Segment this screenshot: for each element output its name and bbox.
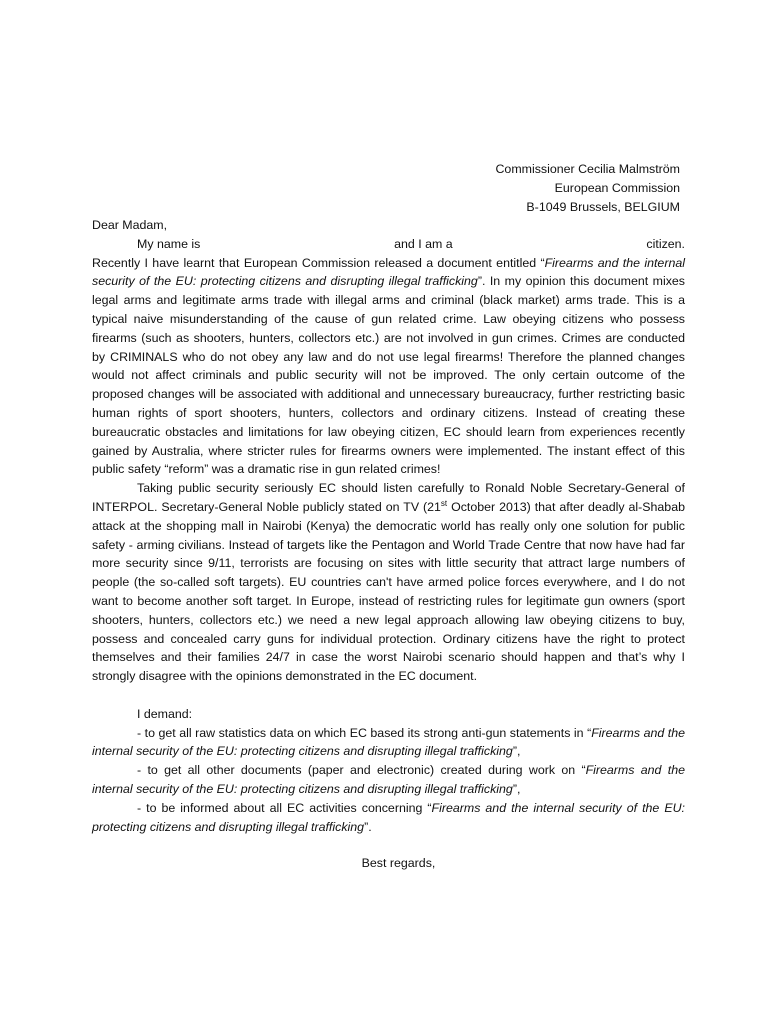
recipient-address (420, 160, 680, 217)
paragraph-2: Taking public security seriously EC should listen carefully to Ronald Noble Secretary-General of INTERPOL. Secretary-General Noble publicly stated on TV (21st October 2013) that after deadly al-Shabab attack at the shopping mall in Nairobi (Kenya) the democratic world has really only one solution for public safety - arming civilians. Instead of targets like the Pentagon and World Trade Centre that now have had far more security since 9/11, terrorists are focusing on sites with little security that attract large numbers of people (the so-called soft targets). EU countries can't have armed police forces everywhere, and I do not want to become another soft target. In Europe, instead of restricting rules for legitimate gun owners (sport shooters, hunters, collectors etc.) we need a new legal approach allowing law obeying citizens to buy, possess and concealed carry guns for individual protection. Ordinary citizens have the right to protect themselves and their families 24/7 in case the worst Nairobi scenario should happen and that’s why I strongly disagree with the opinions demonstrated in the EC document. (92, 481, 685, 684)
demand-item-1: - to get all raw statistics data on which EC based its strong anti-gun statements in “Firearms and the internal security of the EU: protecting citizens and disrupting illegal trafficking”, (92, 725, 685, 759)
letter-body (92, 216, 685, 873)
closing: Best regards, (361, 856, 436, 871)
document-title: Firearms and the internal security of the EU: protecting citizens and disrupting illegal trafficking (92, 255, 685, 289)
recipient-street: B-1049 Brussels, BELGIUM (526, 200, 680, 214)
spacer (92, 686, 685, 705)
recipient-org: European Commission (554, 181, 680, 195)
intro-line (92, 235, 685, 254)
paragraph-1: Recently I have learnt that European Commission released a document entitled “Firearms and the internal security of the EU: protecting citizens and disrupting illegal trafficking”. In my opinion this document mixes legal arms and legitimate arms trade with illegal arms and criminal (black market) arms trade. This is a typical naive misunderstanding of the cause of gun related crime. Law obeying citizens who possess firearms (such as shooters, hunters, collectors etc.) are not involved in gun crimes. Crimes are conducted by CRIMINALS who do not obey any law and do not use legal firearms! Therefore the planned changes would not affect criminals and public security will not be improved. The only certain outcome of the proposed changes will be associated with additional and unnecessary bureaucracy, further restricting basic human rights of sport shooters, hunters, collectors and ordinary citizens. Instead of creating these bureaucratic obstacles and limitations for law obeying citizen, EC should learn from experiences recently gained by Australia, where stricter rules for firearms owners were implemented. The instant effect of this public safety “reform” was a dramatic rise in gun related crimes! (92, 255, 685, 477)
intro-name-label: My name is (137, 236, 201, 251)
demand-item-3: - to be informed about all EC activities concerning “Firearms and the internal security of the EU: protecting citizens and disrupting illegal trafficking”. (92, 800, 685, 834)
salutation: Dear Madam, (92, 218, 168, 232)
demand-item-2: - to get all other documents (paper and electronic) created during work on “Firearms and the internal security of the EU: protecting citizens and disrupting illegal trafficking”, (92, 763, 685, 796)
intro-nationality-label: and I am a (394, 236, 453, 251)
recipient-name: Commissioner Cecilia Malmström (495, 162, 680, 176)
intro-citizen-label: citizen. (646, 236, 685, 251)
demand-heading: I demand: (137, 706, 193, 721)
